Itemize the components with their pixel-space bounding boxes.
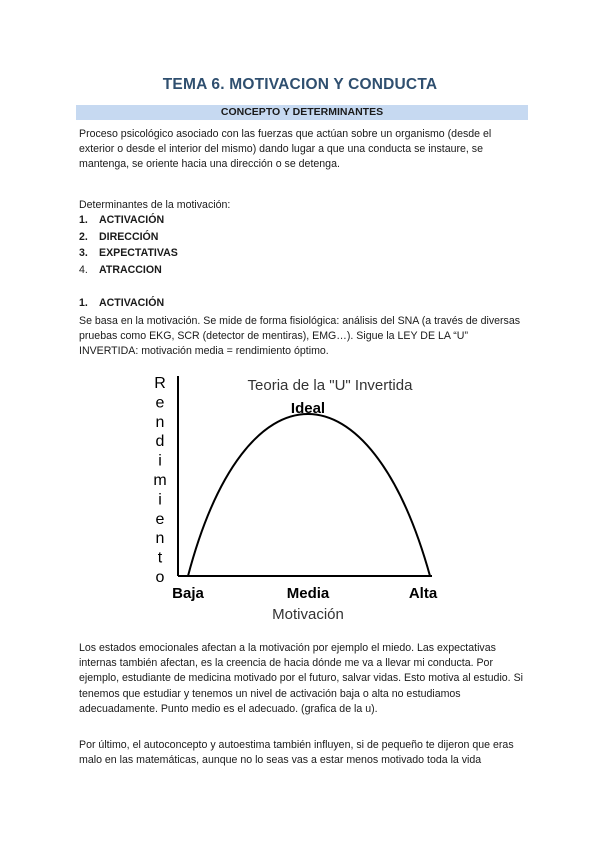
determinants-label: Determinantes de la motivación: <box>79 199 231 211</box>
determinants-list <box>79 212 178 278</box>
x-label-mid: Media <box>286 585 330 602</box>
list-item: 4. ATRACCION <box>79 263 162 276</box>
list-item: 1. ACTIVACIÓN <box>79 214 165 226</box>
y-axis-letter: o <box>155 569 165 586</box>
y-axis-letter: d <box>155 433 165 451</box>
y-axis-letter: i <box>158 452 162 470</box>
y-axis-title <box>153 375 166 586</box>
activation-heading: 1. ACTIVACIÓN <box>79 297 165 309</box>
y-axis-letter: e <box>155 510 165 528</box>
y-axis-letter: i <box>158 491 162 509</box>
y-axis-letter: n <box>155 530 165 548</box>
inverted-u-curve <box>188 414 430 576</box>
peak-label: Ideal <box>290 400 326 417</box>
page-title: TEMA 6. MOTIVACION Y CONDUCTA <box>162 76 438 93</box>
emotions-paragraph: Los estados emocionales afectan a la motivación por ejemplo el miedo. Las expectativas internas también afectan, es la creencia de hacia dónde me va a llevar mi conducta. Por ejemplo, estudiante de medicina motivado por el futuro, salvar vidas. Esto motiva al estudio. Si tenemos que estudiar y tenemos un nivel de activación baja o alta no estudiamos adecuadamente. Punto medio es el adecuado. (grafica de la u). <box>79 642 523 715</box>
x-label-low: Baja <box>172 585 204 602</box>
section-band: CONCEPTO Y DETERMINANTES <box>76 105 528 120</box>
x-axis-title: Motivación <box>272 606 344 623</box>
y-axis-letter: R <box>154 375 166 392</box>
figure-title: Teoria de la "U" Invertida <box>247 377 413 394</box>
list-item: 2. DIRECCIÓN <box>79 230 159 243</box>
x-label-high: Alta <box>408 585 438 602</box>
y-axis-letter: e <box>155 394 165 412</box>
y-axis-letter: m <box>153 472 167 489</box>
intro-paragraph: Proceso psicológico asociado con las fuerzas que actúan sobre un organismo (desde el exterior o desde el interior del mismo) dando lugar a que una conducta se instaure, se mantenga, se oriente hacia una dirección o se detenga. <box>79 128 492 171</box>
list-item: 3. EXPECTATIVAS <box>79 247 178 259</box>
activation-paragraph: Se basa en la motivación. Se mide de forma fisiológica: análisis del SNA (a través de diversas pruebas como EKG, SCR (detector de mentiras), EMG…). Sigue la LEY DE LA “U” INVERTIDA: motivación media = rendimiento óptimo. <box>79 315 521 358</box>
y-axis-letter: n <box>155 413 165 431</box>
inverted-u-figure <box>140 370 450 625</box>
final-paragraph: Por último, el autoconcepto y autoestima también influyen, si de pequeño te dijeron que eras malo en las matemáticas, aunque no lo seas vas a estar menos motivado toda la vida <box>79 739 514 767</box>
y-axis-letter: t <box>157 549 163 567</box>
